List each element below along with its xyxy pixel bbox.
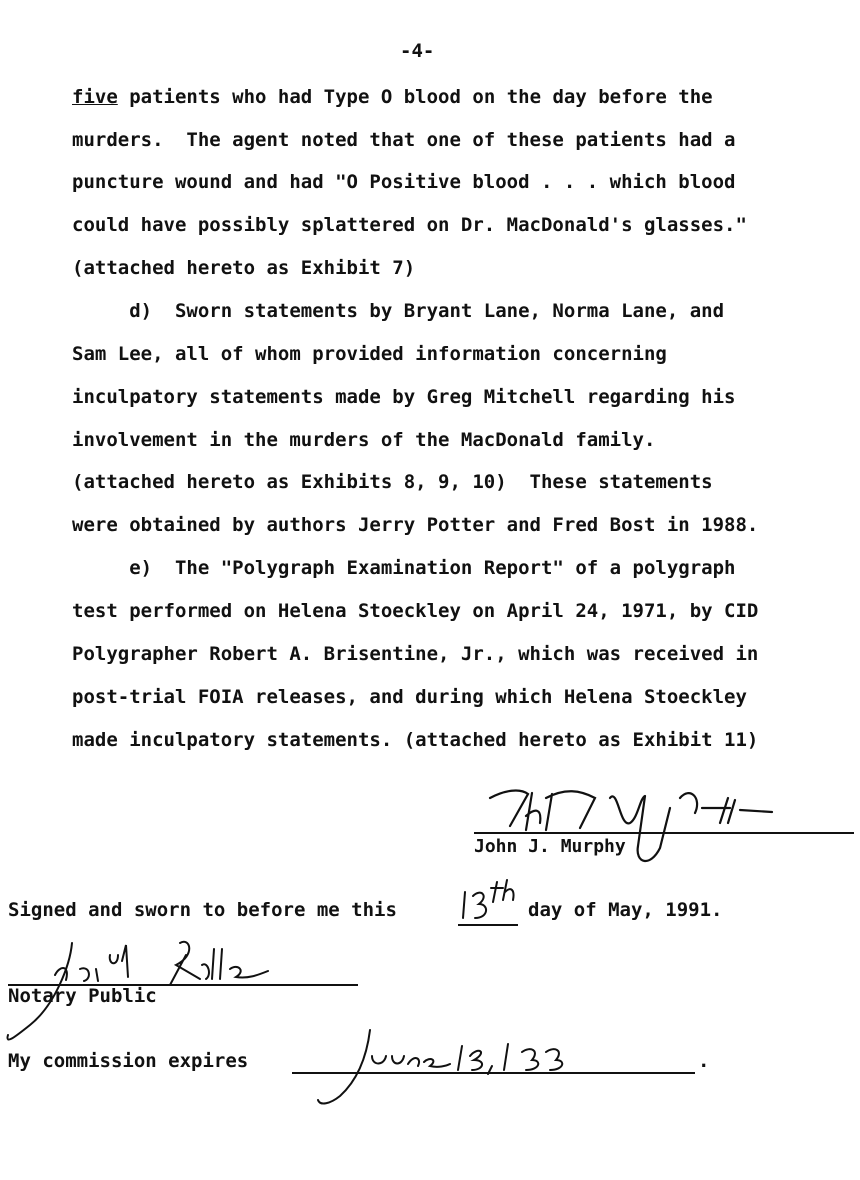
jurat-suffix: day of May, 1991. [528, 899, 723, 921]
body-line: puncture wound and had "O Positive blood . . . which blood [72, 171, 736, 193]
affiant-signature [480, 768, 780, 883]
body-line: could have possibly splattered on Dr. MacDonald's glasses." [72, 214, 747, 236]
jurat-prefix: Signed and sworn to before me this [8, 899, 397, 921]
commission-date-line [292, 1072, 695, 1074]
body-line: Sam Lee, all of whom provided information concerning [72, 343, 667, 365]
body-line: made inculpatory statements. (attached hereto as Exhibit 11) [72, 729, 759, 751]
body-line: d) Sworn statements by Bryant Lane, Norma Lane, and [72, 300, 725, 322]
commission-end-period: . [698, 1050, 710, 1072]
affiant-signature-line [474, 832, 854, 834]
underlined-word: five [72, 86, 118, 108]
body-line: involvement in the murders of the MacDonald family. [72, 429, 656, 451]
body-line: inculpatory statements made by Greg Mitchell regarding his [72, 386, 736, 408]
body-line: test performed on Helena Stoeckley on April 24, 1971, by CID [72, 600, 759, 622]
affiant-name: John J. Murphy [474, 836, 626, 857]
commission-date-handwritten [300, 1026, 580, 1111]
commission-label: My commission expires [8, 1050, 249, 1072]
body-line: five patients who had Type O blood on the day before the [72, 86, 713, 108]
body-line: murders. The agent noted that one of these patients had a [72, 129, 736, 151]
body-line: Polygrapher Robert A. Brisentine, Jr., which was received in [72, 643, 759, 665]
body-line: (attached hereto as Exhibit 7) [72, 257, 416, 279]
jurat-day-line [458, 924, 518, 926]
body-line: were obtained by authors Jerry Potter and Fred Bost in 1988. [72, 514, 759, 536]
jurat-day-handwritten [455, 878, 530, 923]
notary-label: Notary Public [8, 985, 157, 1007]
body-line: e) The "Polygraph Examination Report" of a polygraph [72, 557, 736, 579]
page-number: -4- [400, 40, 435, 62]
body-line: post-trial FOIA releases, and during which Helena Stoeckley [72, 686, 747, 708]
body-line: (attached hereto as Exhibits 8, 9, 10) These statements [72, 471, 713, 493]
